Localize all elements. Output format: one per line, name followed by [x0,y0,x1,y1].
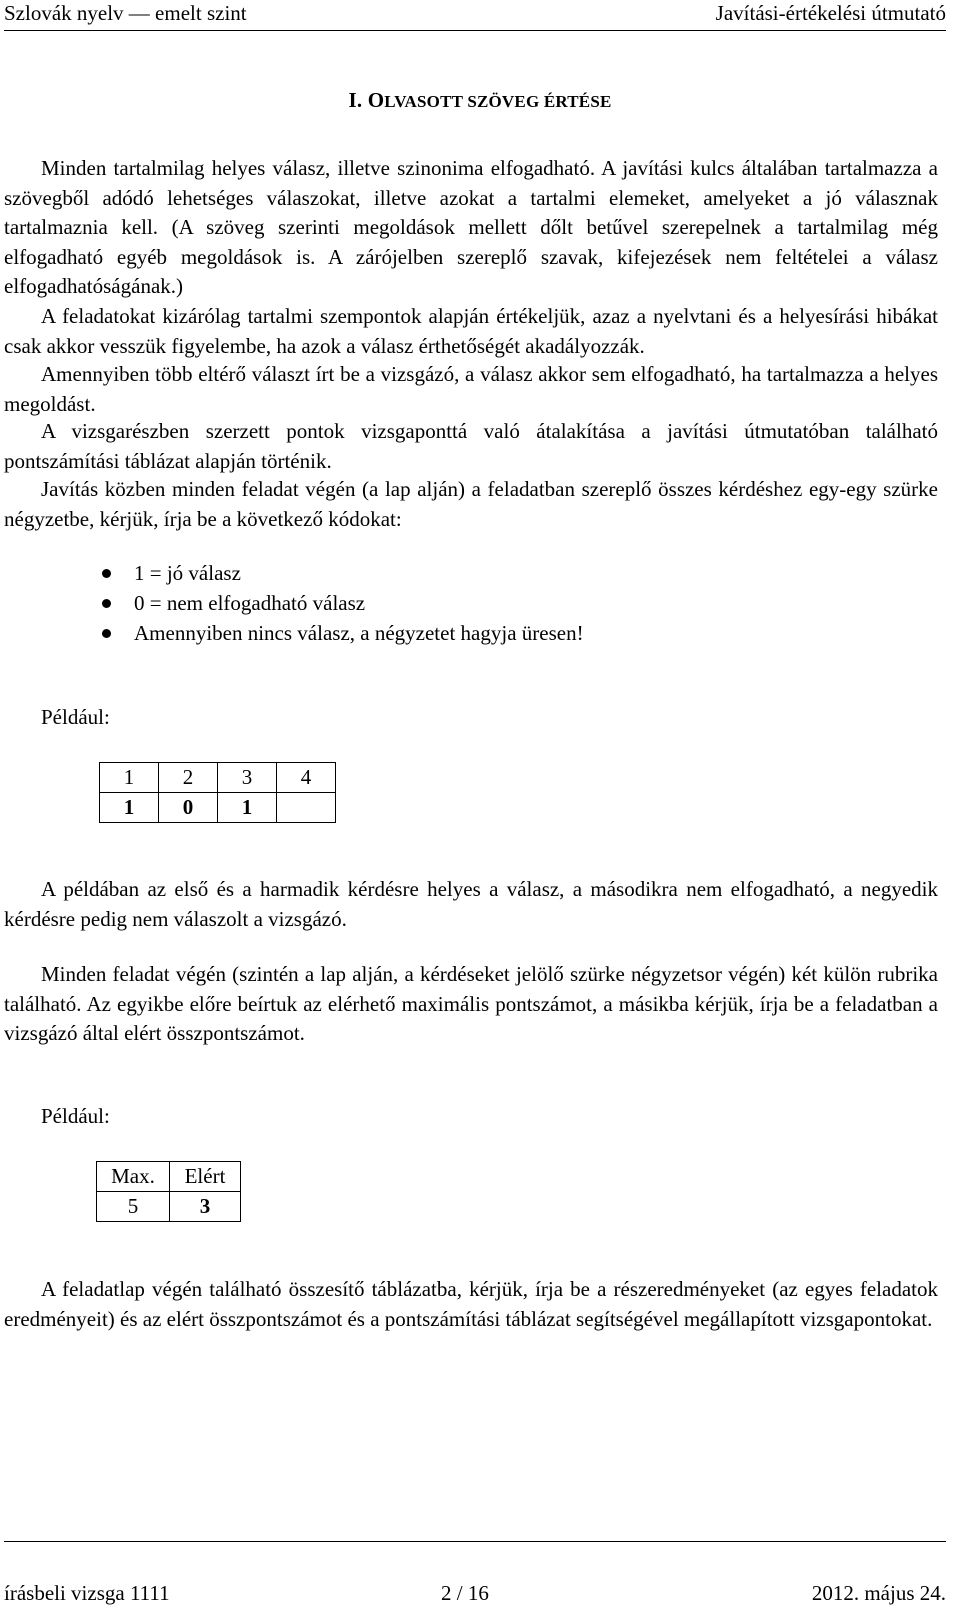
example-codes-table [99,762,336,823]
codes-instruction-paragraph: Javítás közben minden feladat végén (a lap alján) a feladatban szereplő összes kérdéshez egy-egy szürke négyzetbe, kérjük, írja be a következő kódokat: [4,477,938,531]
example-label: Például: [41,705,110,729]
table-cell: 1 [218,793,277,823]
page-number: 2 / 16 [441,1581,489,1605]
table-cell: 1 [100,793,159,823]
section-title [0,88,960,113]
example-label: Például: [41,1104,110,1128]
bullet-icon [102,599,111,608]
page-header [4,0,946,31]
section-title-rest: LVASOTT SZÖVEG ÉRTÉSE [384,92,612,111]
table-cell: 4 [277,763,336,793]
table-row [97,1192,241,1222]
table-header-max: Max. [97,1162,170,1192]
list-item: 0 = nem elfogadható válasz [96,588,584,618]
header-doc-type: Javítási-értékelési útmutató [715,1,946,25]
multiple-answers-paragraph: Amennyiben több eltérő választ írt be a vizsgázó, a válasz akkor sem elfogadható, ha tartalmazza a helyes megoldást. [4,362,938,416]
example-score-table [96,1161,241,1222]
table-row [97,1162,241,1192]
table-cell: 0 [159,793,218,823]
score-boxes-paragraph: Minden feladat végén (szintén a lap alján, a kérdéseket jelölő szürke négyzetsor végén) két külön rubrika található. Az egyikbe előre beírtuk az elérhető maximális pontszámot, a másikba kérjük, írja be a feladatban a vizsgázó által elért összpontszámot. [4,962,938,1045]
header-subject: Szlovák nyelv — emelt szint [4,1,247,25]
summary-table-paragraph: A feladatlap végén található összesítő táblázatba, kérjük, írja be a részeredményeket (az egyes feladatok eredményeit) és az elért összpontszámot és a pontszámítási táblázat segítségével megállapított vizsgapontokat. [4,1277,938,1331]
bullet-icon [102,569,111,578]
intro-paragraph: Minden tartalmilag helyes válasz, illetve szinonima elfogadható. A javítási kulcs általában tartalmazza a szövegből adódó lehetséges válaszokat, illetve azokat a tartalmi elemeket, amelyeket a jó válasznak tartalmaznia kell. (A szöveg szerinti megoldások mellett dőlt betűvel szerepelnek a tartalmilag még elfogadható egyéb megoldások is. A zárójelben szereplő szavak, kifejezések nem feltételei a válasz elfogadhatóságának.) [4,156,938,298]
list-item: 1 = jó válasz [96,558,584,588]
section-title-initial: I. O [348,88,385,112]
list-item: Amennyiben nincs válasz, a négyzetet hagyja üresen! [96,618,584,648]
footer-exam-code: írásbeli vizsga 1111 [4,1581,170,1605]
footer-date: 2012. május 24. [811,1581,946,1605]
table-cell: 3 [170,1192,241,1222]
page-footer [4,1541,946,1605]
table-row [100,793,336,823]
table-cell [277,793,336,823]
table-cell: 2 [159,763,218,793]
table-row [100,763,336,793]
example-explanation-paragraph: A példában az első és a harmadik kérdésre helyes a válasz, a másodikra nem elfogadható, a negyedik kérdésre pedig nem válaszolt a vizsgázó. [4,877,938,931]
grading-paragraph: A feladatokat kizárólag tartalmi szempontok alapján értékeljük, azaz a nyelvtani és a helyesírási hibákat csak akkor vesszük figyelembe, ha azok a válasz érthetőségét akadályozzák. [4,304,938,358]
table-cell: 3 [218,763,277,793]
bullet-icon [102,629,111,638]
table-cell: 1 [100,763,159,793]
codes-list [96,558,584,648]
points-conversion-paragraph: A vizsgarészben szerzett pontok vizsgaponttá való átalakítása a javítási útmutatóban található pontszámítási táblázat alapján történik. [4,419,938,473]
table-cell: 5 [97,1192,170,1222]
table-header-achieved: Elért [170,1162,241,1192]
